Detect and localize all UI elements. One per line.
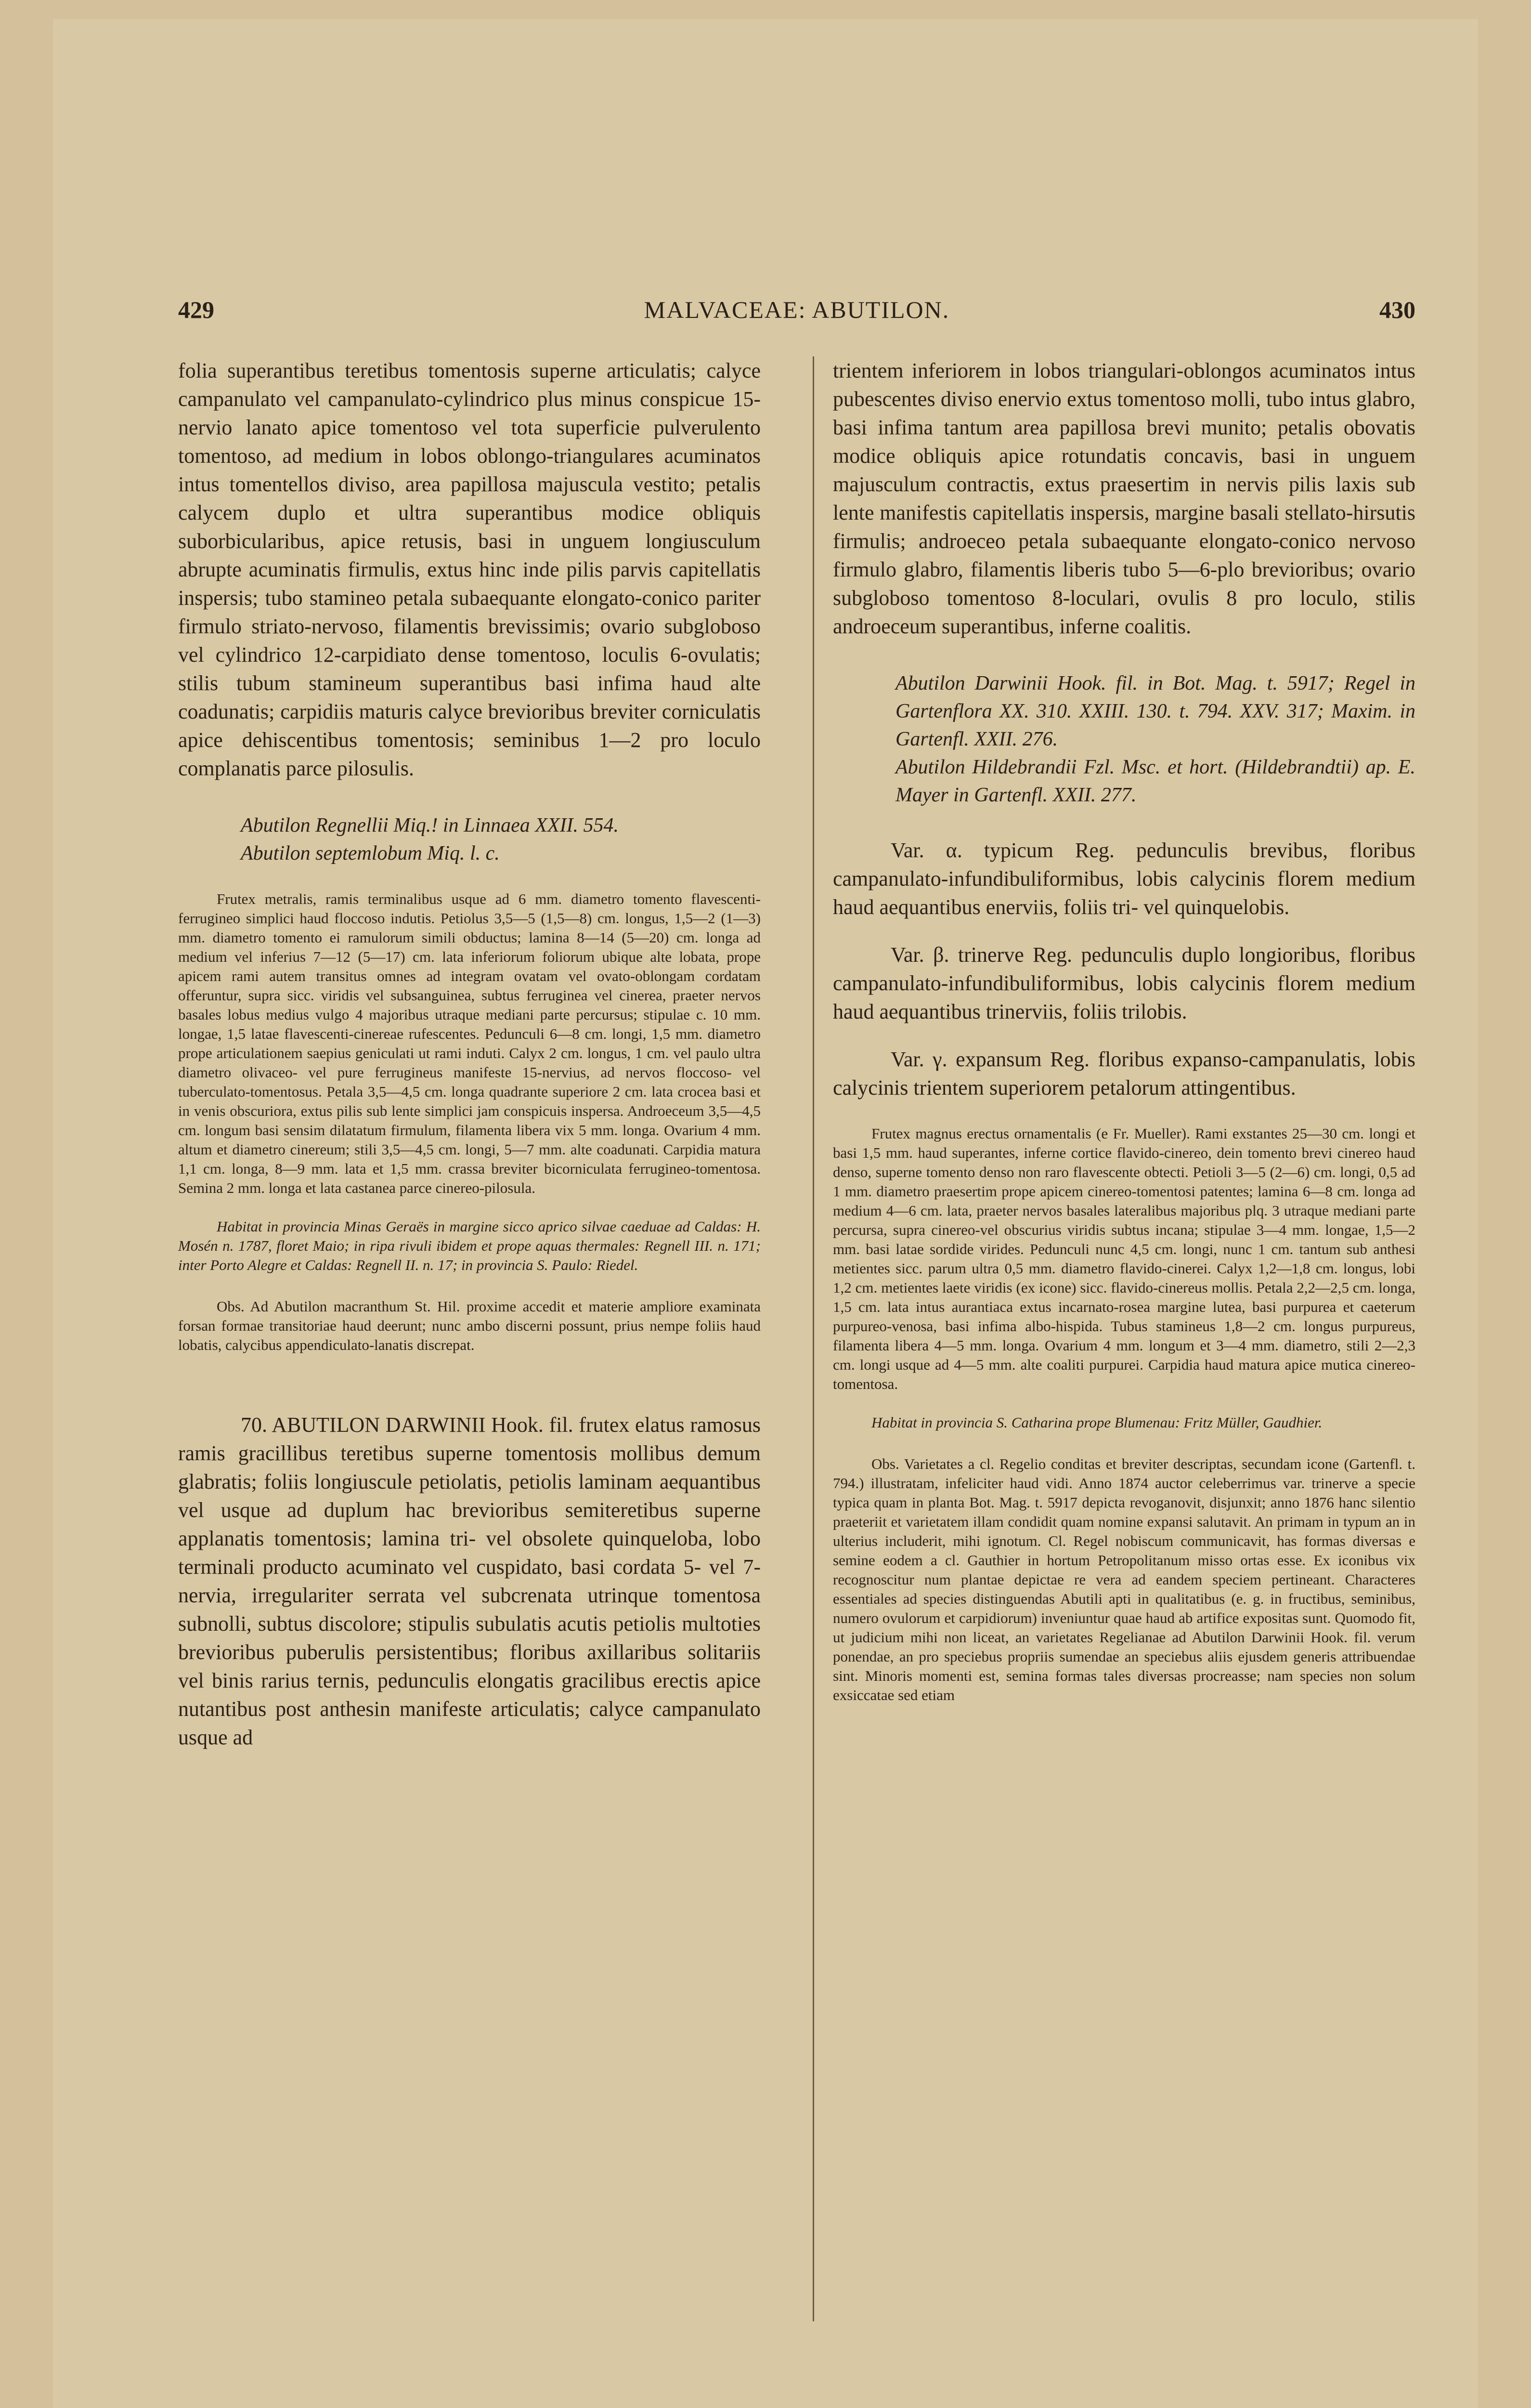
running-title: MALVACEAE: ABUTILON.	[644, 296, 950, 323]
variety-alpha: Var. α. typicum Reg. pedunculis brevibus, floribus campanulato-infundibuliformibus, lobis calycinis florem medium haud aequantibus enerviis, foliis tri- vel quinquelobis.	[833, 838, 1415, 919]
right-column	[833, 356, 1415, 1705]
specimen-description: Frutex magnus erectus ornamentalis (e Fr. Mueller). Rami exstantes 25—30 cm. longi et basi 1,5 mm. haud superantes, inferne cortice flavido-cinereo, dein tomento brevi cinereo haud denso, superne tomento denso non raro flavescente obtecti. Petioli 3—5 (2—6) cm. longi, 0,5 ad 1 mm. diametro praesertim prope apicem cinereo-tomentosi patentes; lamina 6—8 cm. longa ad medium 4—6 cm. lata, praeter nervos basales lateralibus majoribus plq. 3 utraque mediani parte percursa, supra cinereo-vel obscurius viridis subtus incana; stipulae 3—4 mm. longae, 1,5—2 mm. basi latae sordide virides. Pedunculi nunc 4,5 cm. longi, nunc 1 cm. tantum sub anthesi metientes sicc. parum ultra 0,5 mm. diametro flavido-cinerei. Calyx 1,2—1,8 cm. longus, lobi 1,2 cm. metientes laete viridis (ex icone) sicc. flavido-cinereus mollis. Petala 2,2—2,5 cm. longa, 1,5 cm. lata intus aurantiaca extus incarnato-rosea margine lutea, basi purpurea et caeterum purpureo-venosa, basi infima albo-hispida. Tubus stamineus 1,8—2 cm. longus purpureus, filamenta libera 4—5 mm. longa. Ovarium 4 mm. longum et 3—4 mm. diametro, stili 2—2,3 cm. longi usque ad 4—5 mm. alte coaliti purpurei. Carpidia haud matura apice mutica cinereo-tomentosa.	[833, 1125, 1415, 1392]
column-divider	[813, 356, 814, 2321]
citation: Abutilon Regnellii Miq.! in Linnaea XXII. 554.	[241, 814, 619, 837]
description-paragraph: folia superantibus teretibus tomentosis superne articulatis; calyce campanulato vel campanulato-cylindrico plus minus conspicue 15-nervio lanato apice tomentoso vel tota superficie pulverulento tomentoso, ad medium in lobos oblongo-triangulares acuminatos intus tomentellos diviso, area papillosa majuscula vestito; petalis calycem duplo et ultra superantibus modice obliquis suborbicularibus, apice retusis, basi in unguem longiusculum abrupte acuminatis firmulis, extus hinc inde pilis parvis capitellatis inspersis; tubo stamineo petala subaequante elongato-conico pariter firmulo striato-nervoso, filamentis brevissimis; ovario subgloboso vel cylindrico 12-carpidiato dense tomentoso, loculis 6-ovulatis; stilis tubum stamineum superantibus basi infima haud alte coadunatis; carpidiis maturis calyce brevioribus breviter corniculatis apice dehiscentibus tomentosis; seminibus 1—2 pro loculo complanatis parce pilosulis.	[178, 359, 761, 780]
citation: Abutilon Hildebrandii Fzl. Msc. et hort. (Hildebrandtii) ap. E. Mayer in Gartenfl. XXII. 277.	[895, 756, 1415, 806]
observation-note: Obs. Varietates a cl. Regelio conditas et breviter descriptas, secundam icone (Gartenfl. t. 794.) illustratam, infeliciter haud vidi. Anno 1874 auctor celeberrimus var. trinerve a specie typica quam in planta Bot. Mag. t. 5917 depicta revoganovit, disjunxit; anno 1876 hanc silentio praeteriit et varietatem illam condidit quam nomine expansi salutavit. An primam in typum an in ulterius includerit, mihi ignotum. Cl. Regel nobiscum communicavit, has formas diversas e semine eodem a cl. Gauthier in hortum Petropolitanum misso ortas esse. Ex iconibus vix recognoscitur num plantae depictae re vera ad eandem speciem pertineant. Characteres essentiales ad species distinguendas Abutili apti in qualitatibus (e. g. in fructibus, seminibus, numero ovulorum et carpidiorum) inveniuntur quae haud ab artifice expositas sunt. Quomodo fit, ut judicium mihi non liceat, an varietates Regelianae ad Abutilon Darwinii Hook. fil. verum ponendae, an pro speciebus propriis sumendae an speciebus aliis ejusdem generis attribuendae sint. Minoris momenti est, semina formas tales diversas procreasse; nam species non solum exsiccatae sed etiam	[833, 1455, 1415, 1703]
variety-gamma: Var. γ. expansum Reg. floribus expanso-campanulatis, lobis calycinis trientem superiorem petalorum attingentibus.	[833, 1047, 1415, 1099]
habitat-note: Habitat in provincia Minas Geraës in margine sicco aprico silvae caeduae ad Caldas: H. Mosén n. 1787, floret Maio; in ripa rivuli ibidem et prope aquas thermales: Regnell III. n. 171; inter Porto Alegre et Caldas: Regnell II. n. 17; in provincia S. Paulo: Riedel.	[178, 1218, 761, 1273]
species-heading-paragraph: 70. ABUTILON DARWINII Hook. fil. frutex elatus ramosus ramis gracillibus teretibus superne tomentosis mollibus demum glabratis; foliis longiuscule petiolatis, petiolis laminam aequantibus vel usque ad duplum hac brevioribus semiteretibus superne applanatis tomentosis; lamina tri- vel obsolete quinqueloba, lobo terminali producto acuminato vel cuspidato, basi cordata 5- vel 7-nervia, irregulariter serrata vel subcrenata utrinque tomentosa subnolli, subtus discolore; stipulis subulatis acutis petiolis multoties brevioribus puberulis persistentibus; floribus axillaribus solitariis vel binis rarius ternis, pedunculis elongatis gracilibus erectis apice nutantibus post anthesin manifeste articulatis; calyce campanulato usque ad	[178, 1413, 761, 1749]
page-number-right: 430	[1379, 296, 1415, 323]
habitat-note: Habitat in provincia S. Catharina prope Blumenau: Fritz Müller, Gaudhier.	[871, 1414, 1323, 1431]
citation: Abutilon Darwinii Hook. fil. in Bot. Mag. t. 5917; Regel in Gartenflora XX. 310. XXIII. 130. t. 794. XXV. 317; Maxim. in Gartenfl. XXII. 276.	[895, 672, 1415, 750]
description-paragraph: trientem inferiorem in lobos triangulari-oblongos acuminatos intus pubescentes diviso enervio extus tomentoso molli, tubo intus glabro, basi infima tantum area papillosa brevi munito; petalis obovatis modice obliquis apice rotundatis concavis, basi in unguem majusculum contractis, extus praesertim in nervis pilis laxis sub lente manifestis capitellatis inspersis, margine basali stellato-hirsutis firmulis; androeceo petala subaequante elongato-conico nervoso firmulo glabro, filamentis liberis tubo 5—6-plo brevioribus; ovario subgloboso tomentoso 8-loculari, ovulis 8 pro loculo, stilis androeceum superantibus, inferne coalitis.	[833, 359, 1415, 638]
book-page	[53, 19, 1478, 2408]
page-header	[178, 296, 1415, 334]
left-column	[178, 356, 761, 1752]
observation-note: Obs. Ad Abutilon macranthum St. Hil. proxime accedit et materie ampliore examinata forsan formae transitoriae haud deerunt; nunc ambo discerni possunt, prius nempe foliis haud lobatis, calycibus appendiculato-lanatis discrepat.	[178, 1298, 761, 1353]
specimen-description: Frutex metralis, ramis terminalibus usque ad 6 mm. diametro tomento flavescenti-ferrugineo simplici haud floccoso indutis. Petiolus 3,5—5 (1,5—8) cm. longus, 1,5—2 (1—3) mm. diametro tomento ei ramulorum simili obductus; lamina 8—14 (5—20) cm. longa ad medium vel inferius 7—12 (5—17) cm. lata inferiorum foliorum ubique alte lobata, prope apicem rami autem transitus omnes ad integram ovatam vel ovato-oblongam cordatam offeruntur, supra sicc. viridis vel subsanguinea, subtus ferruginea vel cinerea, praeter nervos basales lobus medius vulgo 4 majoribus utraque mediani parte percursus; stipulae c. 10 mm. longae, 1,5 latae flavescenti-cinereae rufescentes. Pedunculi 6—8 cm. longi, 1,5 mm. diametro prope articulationem saepius geniculati ut rami induti. Calyx 2 cm. longus, 1 cm. vel paulo ultra diametro olivaceo- vel pure ferrugineus manifeste 15-nervius, ad nervos floccoso- vel tuberculato-tomentosus. Petala 3,5—4,5 cm. longa quadrante superiore 2 cm. lata crocea basi et in venis obscuriora, extus pilis sub lente simplici jam conspicuis inspersa. Androeceum 3,5—4,5 cm. longum basi sensim dilatatum firmulum, filamenta libera vix 5 mm. longa. Ovarium 4 mm. altum et diametro cinereum; stili 3,5—4,5 cm. longi, 5—7 mm. alte coadunati. Carpidia matura 1,1 cm. longa, 8—9 mm. lata et 1,5 mm. crassa breviter bicorniculata ferrugineo-tomentosa. Semina 2 mm. longa et lata castanea parce cinereo-pilosula.	[178, 890, 761, 1196]
page-number-left: 429	[178, 296, 214, 323]
citation: Abutilon septemlobum Miq. l. c.	[241, 842, 500, 864]
variety-beta: Var. β. trinerve Reg. pedunculis duplo longioribus, floribus campanulato-infundibuliformibus, lobis calycinis florem medium haud aequantibus trinerviis, foliis trilobis.	[833, 943, 1415, 1023]
